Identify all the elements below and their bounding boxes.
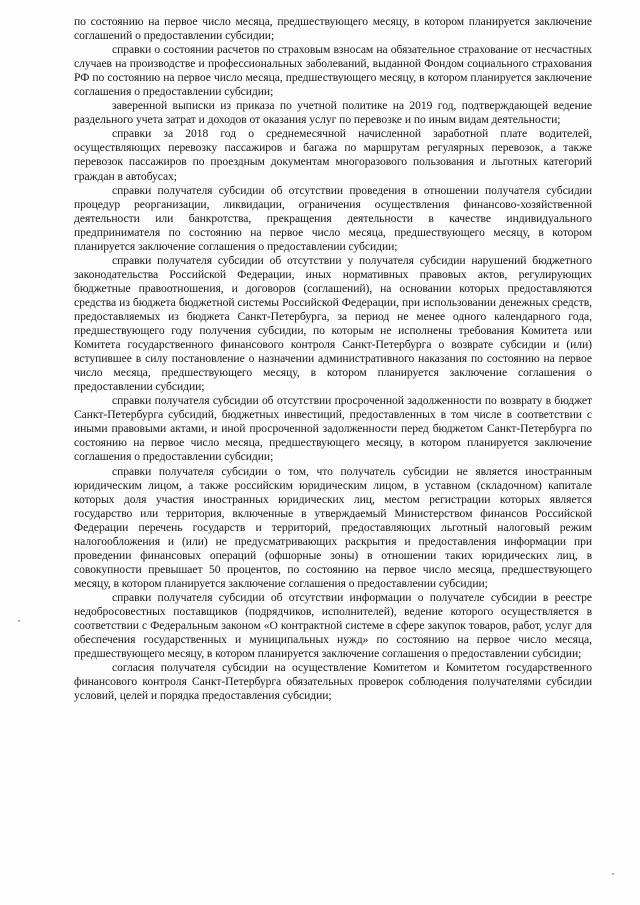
paragraph-continuation: по состоянию на первое число месяца, предшествующего месяцу, в котором планируется заключение соглашений о предоставлении субсидии; xyxy=(74,15,592,43)
paragraph-inspection-consent: согласия получателя субсидии на осуществление Комитетом и Комитетом государственного финансового контроля Санкт-Петербурга обязательных проверок соблюдения получателями субсидии условий, целей и порядка предоставления субсидии; xyxy=(74,661,592,703)
paragraph-social-insurance-certificate: справки о состоянии расчетов по страховым взносам на обязательное страхование от несчастных случаев на производстве и профессиональных заболеваний, выданной Фондом социального страхования РФ по состоянию на первое число месяца, предшествующего месяцу, в котором планируется заключение соглашения о предоставлении субсидии; xyxy=(74,43,592,99)
document-body xyxy=(74,15,592,703)
paragraph-accounting-policy-extract: заверенной выписки из приказа по учетной политике на 2019 год, подтверждающей ведение раздельного учета затрат и доходов от оказания услуг по перевозке и по иным видам деятельности; xyxy=(74,99,592,127)
scan-speck xyxy=(18,620,20,622)
paragraph-no-overdue-debt-certificate: справки получателя субсидии об отсутствии просроченной задолженности по возврату в бюджет Санкт-Петербурга субсидий, бюджетных инвестиций, предоставленных в том числе в соответствии с иными правовыми актами, и иной просроченной задолженности перед бюджетом Санкт-Петербурга по состоянию на первое число месяца, предшествующего месяцу, в котором планируется заключение соглашения о предоставлении субсидии; xyxy=(74,394,592,464)
paragraph-no-reorganization-certificate: справки получателя субсидии об отсутствии проведения в отношении получателя субсидии процедур реорганизации, ликвидации, ограничения осуществления финансово-хозяйственной деятельности или банкротства, прекращения деятельности в качестве индивидуального предпринимателя по состоянию на первое число месяца, предшествующего месяцу, в котором планируется заключение соглашения о предоставлении субсидии; xyxy=(74,183,592,253)
paragraph-not-in-registry-certificate: справки получателя субсидии об отсутствии информации о получателе субсидии в реестре недобросовестных поставщиков (подрядчиков, исполнителей), ведение которого осуществляется в соответствии с Федеральным законом «О контрактной системе в сфере закупок товаров, работ, услуг для обеспечения государственных и муниципальных нужд» по состоянию на первое число месяца, предшествующего месяцу, в котором планируется заключение соглашения о предоставлении субсидии; xyxy=(74,590,592,661)
paragraph-no-budget-violations-certificate: справки получателя субсидии об отсутствии у получателя субсидии нарушений бюджетного законодательства Российской Федерации, иных нормативных правовых актов, регулирующих бюджетные правоотношения, и договоров (соглашений), на основании которых предоставляются средства из бюджета бюджетной системы Российской Федерации, при использовании денежных средств, предоставляемых из бюджета Санкт-Петербурга, за период не менее одного календарного года, предшествующего году получения субсидии, по которым не исполнены требования Комитета или Комитета государственного финансового контроля Санкт-Петербурга о возврате субсидии и (или) вступившее в силу постановление о назначении административного наказания по состоянию на первое число месяца, предшествующего месяцу, в котором планируется заключение соглашения о предоставлении субсидии; xyxy=(74,253,592,394)
scan-speck xyxy=(612,873,614,875)
paragraph-not-foreign-entity-certificate: справки получателя субсидии о том, что получатель субсидии не является иностранным юридическим лицом, а также российским юридическим лицом, в уставном (складочном) капитале которых доля участия иностранных юридических лиц, местом регистрации которых является государство или территория, включенные в утверждаемый Министерством финансов Российской Федерации перечень государств и территорий, предоставляющих льготный налоговый режим налогообложения и (или) не предусматривающих раскрытия и предоставления информации при проведении финансовых операций (офшорные зоны) в отношении таких юридических лиц, в совокупности превышает 50 процентов, по состоянию на первое число месяца, предшествующего месяцу, в котором планируется заключение соглашения о предоставлении субсидии; xyxy=(74,464,592,590)
paragraph-driver-salary-certificate: справки за 2018 год о среднемесячной начисленной заработной плате водителей, осуществляющих перевозку пассажиров и багажа по маршрутам регулярных перевозок, а также перевозок пассажиров по проездным документам многоразового пользования и льготных категорий граждан в автобусах; xyxy=(74,127,592,183)
